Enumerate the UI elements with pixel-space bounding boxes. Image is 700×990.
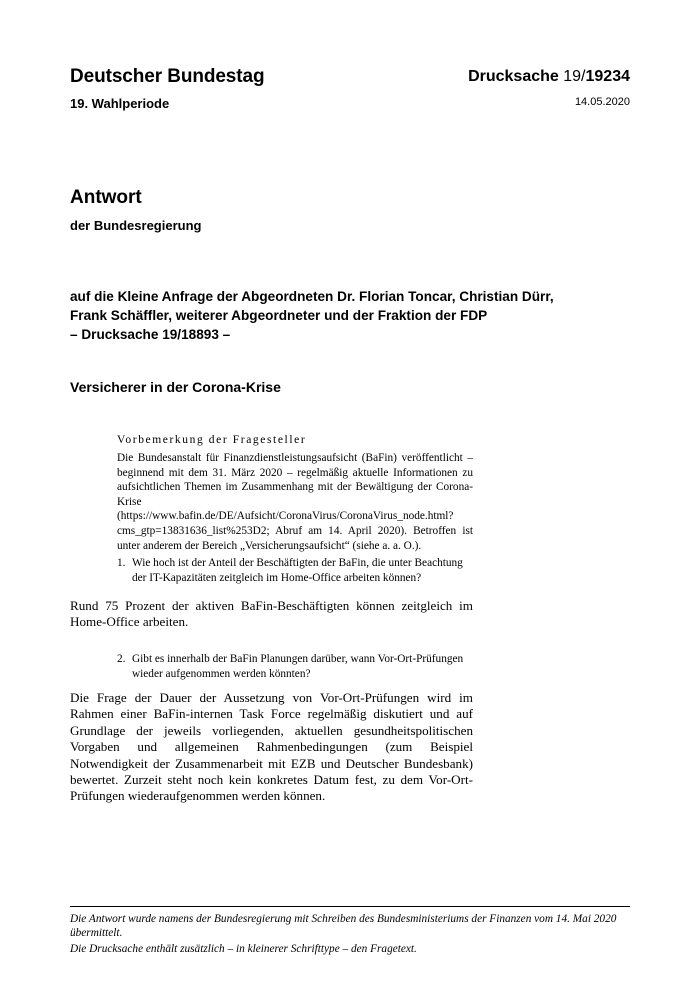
- drucksache-label: Drucksache: [468, 68, 559, 85]
- question-1: [117, 556, 473, 585]
- question-2: [117, 652, 473, 681]
- question-number: 1.: [117, 557, 126, 569]
- document-date: 14.05.2020: [574, 96, 630, 108]
- answer-1: Rund 75 Prozent der aktiven BaFin-Beschäftigten können zeitgleich im Home-Office arbeiten.: [70, 598, 473, 630]
- document-header-right: [468, 68, 630, 108]
- organization-name: Deutscher Bundestag: [70, 66, 265, 87]
- inquiry-reference: [70, 287, 630, 344]
- preliminary-heading: Vorbemerkung der Fragesteller: [117, 434, 307, 446]
- footer-note-print: Die Drucksache enthält zusätzlich – in kleinerer Schrifttype – den Fragetext.: [70, 943, 417, 955]
- document-title: Antwort: [70, 187, 142, 208]
- drucksache-period: 19/: [563, 68, 586, 85]
- document-subtitle: der Bundesregierung: [70, 218, 202, 233]
- inquiry-line: Frank Schäffler, weiterer Abgeordneter und der Fraktion der FDP: [70, 308, 488, 323]
- inquiry-line: – Drucksache 19/18893 –: [70, 327, 231, 342]
- preliminary-text: Die Bundesanstalt für Finanzdienstleistungsaufsicht (BaFin) veröffentlicht – beginnend mit dem 31. März 2020 – regelmäßig aktuelle Informationen zu aufsichtlichen Themen im Zusammenhang mit der Bewältigung der Corona-Krise (https://www.bafin.de/DE/Aufsicht/CoronaVirus/CoronaVirus_node.html?cms_gtp=13831636_list%253D2; Abruf am 14. April 2020). Betroffen ist unter anderem der Bereich „Versicherungsaufsicht“ (siehe a. a. O.).: [117, 452, 473, 552]
- question-text: Wie hoch ist der Anteil der Beschäftigten der BaFin, die unter Beachtung der IT-Kapazitäten zeitgleich im Home-Office arbeiten können?: [132, 557, 463, 584]
- inquiry-topic: Versicherer in der Corona-Krise: [70, 379, 281, 395]
- question-text: Gibt es innerhalb der BaFin Planungen darüber, wann Vor-Ort-Prüfungen wieder aufgenommen werden könnten?: [132, 653, 464, 680]
- drucksache-id: 19234: [585, 68, 630, 85]
- footer-note-transmission: Die Antwort wurde namens der Bundesregierung mit Schreiben des Bundesministeriums der Finanzen vom 14. Mai 2020 übermittelt.: [70, 913, 617, 939]
- answer-2: Die Frage der Dauer der Aussetzung von Vor-Ort-Prüfungen wird im Rahmen einer BaFin-internen Task Force regelmäßig diskutiert und auf Grundlage der jeweils vorliegenden, aktuellen gesundheitspolitischen Vorgaben und allgemeinen Rahmenbedingungen (zum Beispiel Notwendigkeit der Zusammenarbeit mit EZB und Deutscher Bundesbank) bewertet. Zurzeit steht noch kein konkretes Datum fest, zu dem Vor-Ort-Prüfungen wiederaufgenommen werden können.: [70, 690, 473, 804]
- footer-divider: [70, 906, 630, 907]
- inquiry-line: auf die Kleine Anfrage der Abgeordneten Dr. Florian Toncar, Christian Dürr,: [70, 289, 554, 304]
- document-header-left: [70, 66, 264, 111]
- drucksache-number: [468, 68, 630, 86]
- question-number: 2.: [117, 653, 126, 665]
- electoral-period: 19. Wahlperiode: [70, 96, 170, 111]
